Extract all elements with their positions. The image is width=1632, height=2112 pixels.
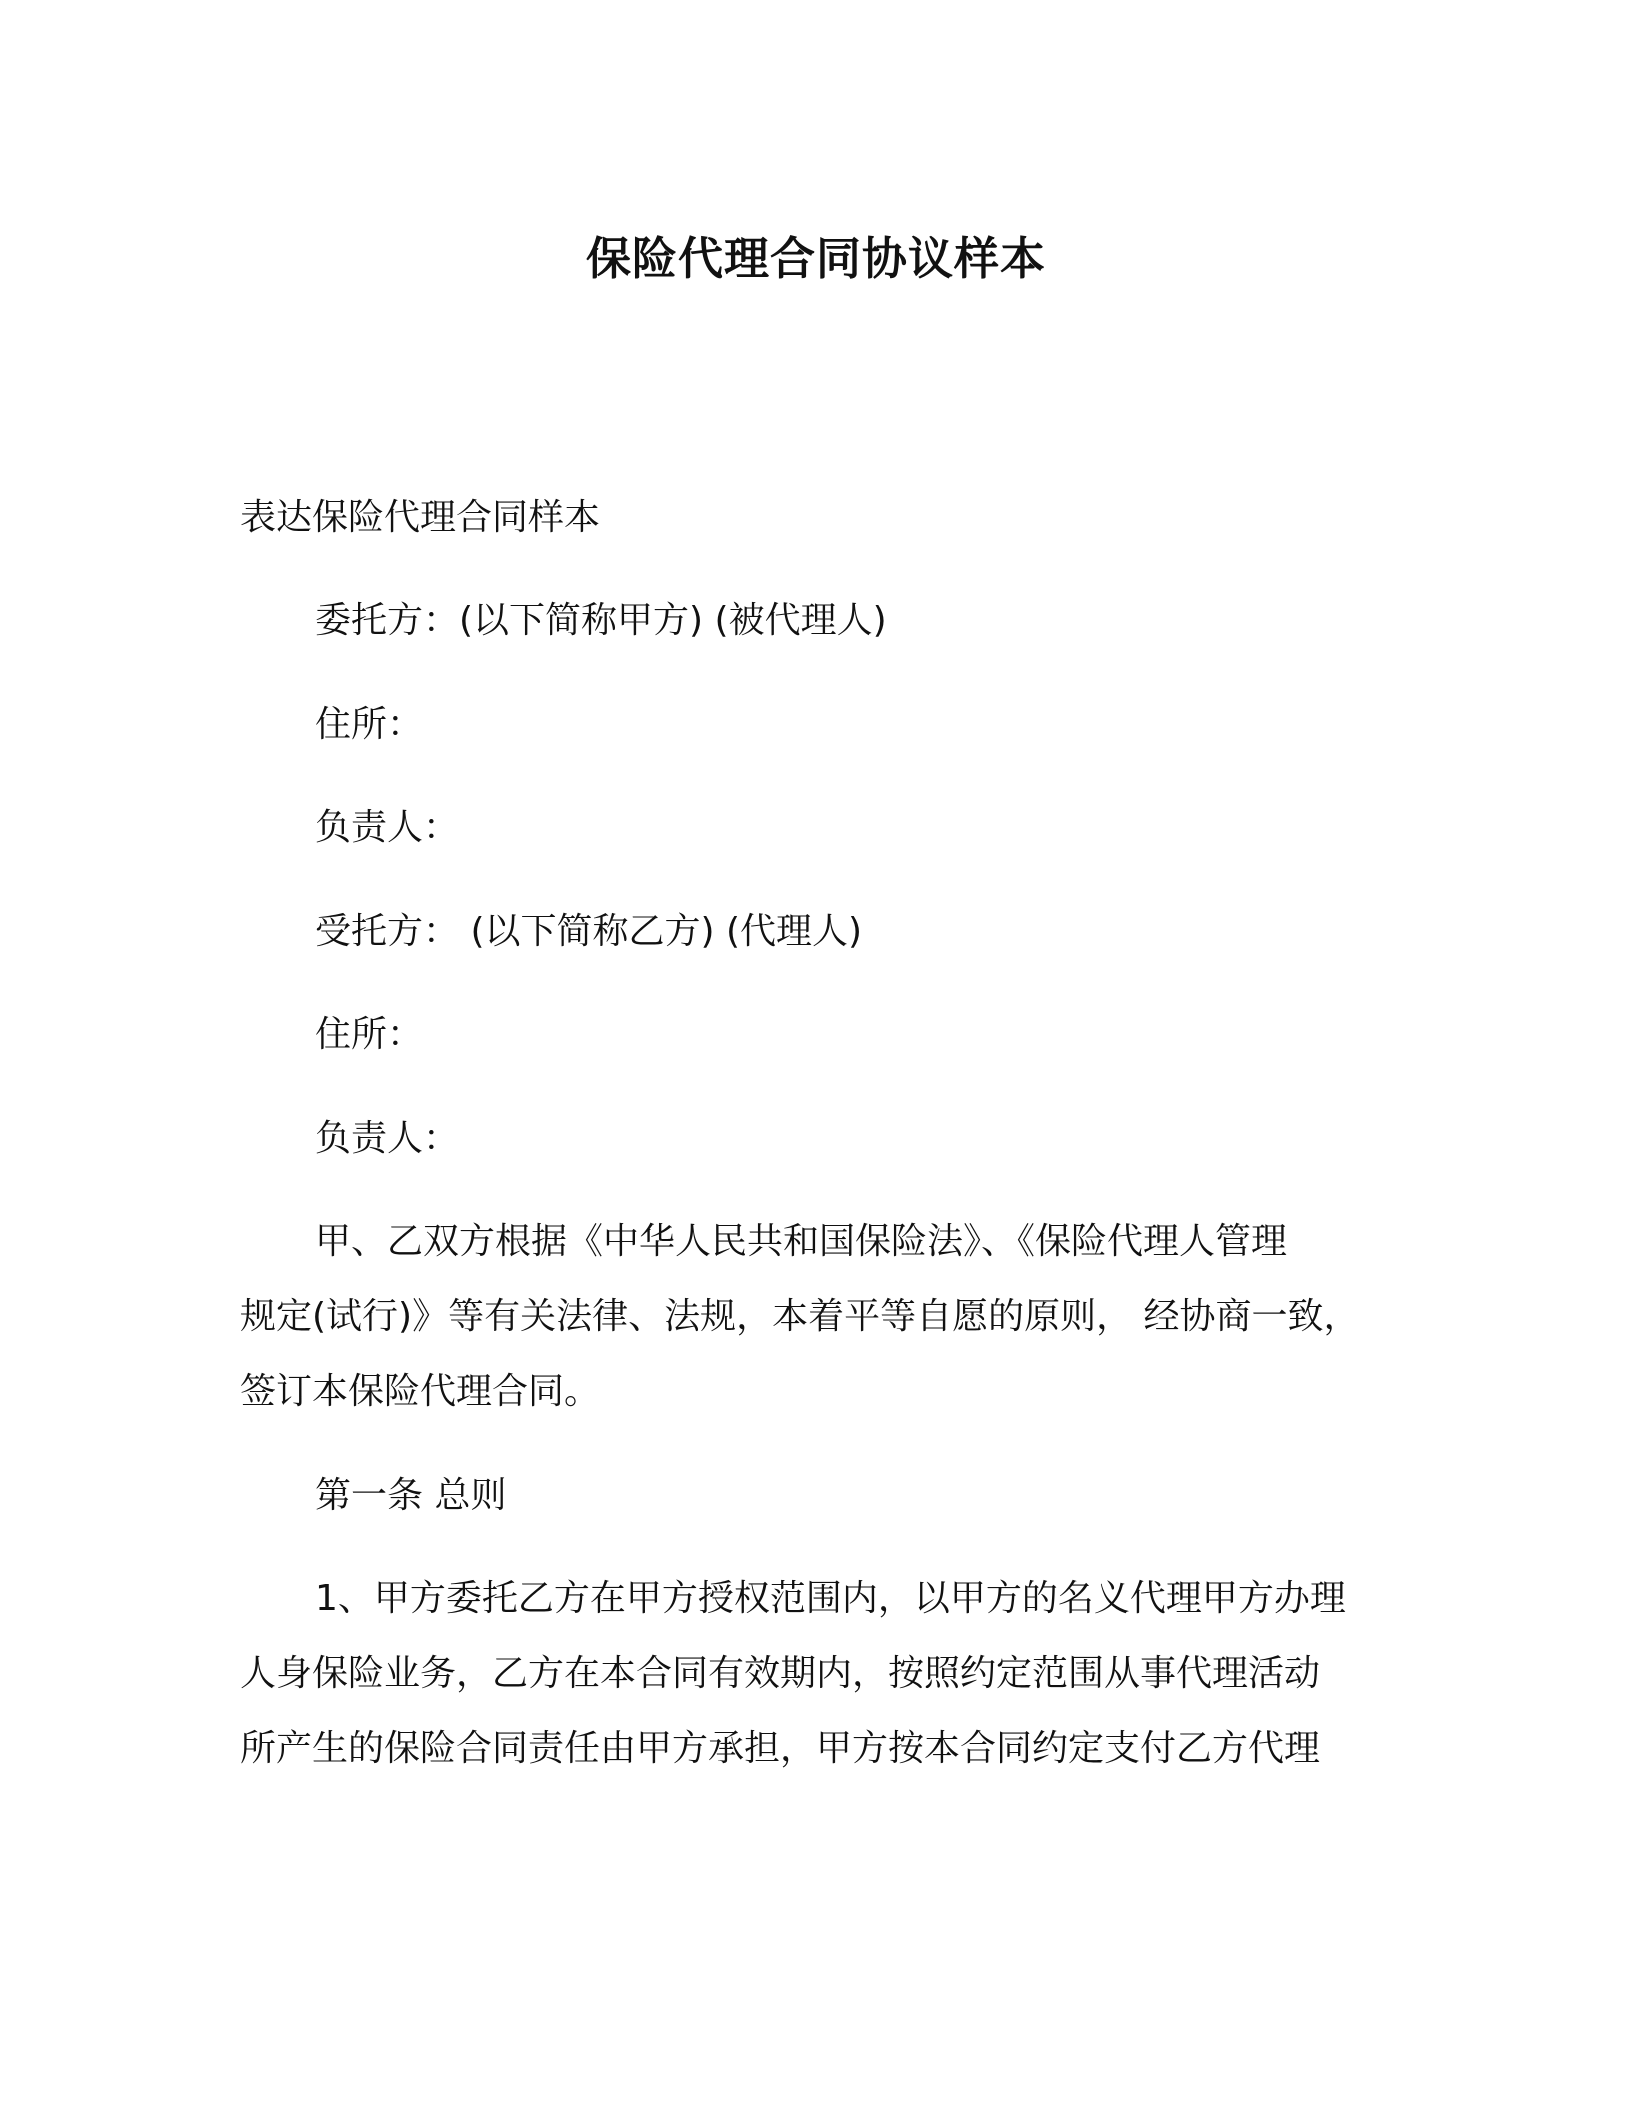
article-one-line: 1、甲方委托乙方在甲方授权范围内，以甲方的名义代理甲方办理 <box>315 1578 1346 1619</box>
article-one-line: 所产生的保险合同责任由甲方承担，甲方按本合同约定支付乙方代理 <box>240 1728 1321 1769</box>
preamble-line: 甲、乙双方根据《中华人民共和国保险法》、《保险代理人管理 <box>315 1221 1288 1262</box>
party-b-responsible: 负责人： <box>315 1118 460 1159</box>
preamble-line: 签订本保险代理合同。 <box>240 1371 601 1412</box>
party-a-label: 委托方：(以下简称甲方) (被代理人) <box>315 600 887 641</box>
preamble-line: 规定(试行)》等有关法律、法规，本着平等自愿的原则， 经协商一致， <box>240 1296 1360 1337</box>
article-one-heading: 第一条 总则 <box>315 1475 507 1516</box>
article-one-line: 人身保险业务，乙方在本合同有效期内，按照约定范围从事代理活动 <box>240 1653 1321 1694</box>
document-subtitle: 表达保险代理合同样本 <box>240 497 601 538</box>
party-b-label: 受托方： (以下简称乙方) (代理人) <box>315 911 863 952</box>
party-b-address: 住所： <box>315 1014 424 1055</box>
party-a-address: 住所： <box>315 704 424 745</box>
party-a-responsible: 负责人： <box>315 807 460 848</box>
document-title: 保险代理合同协议样本 <box>585 232 1046 285</box>
